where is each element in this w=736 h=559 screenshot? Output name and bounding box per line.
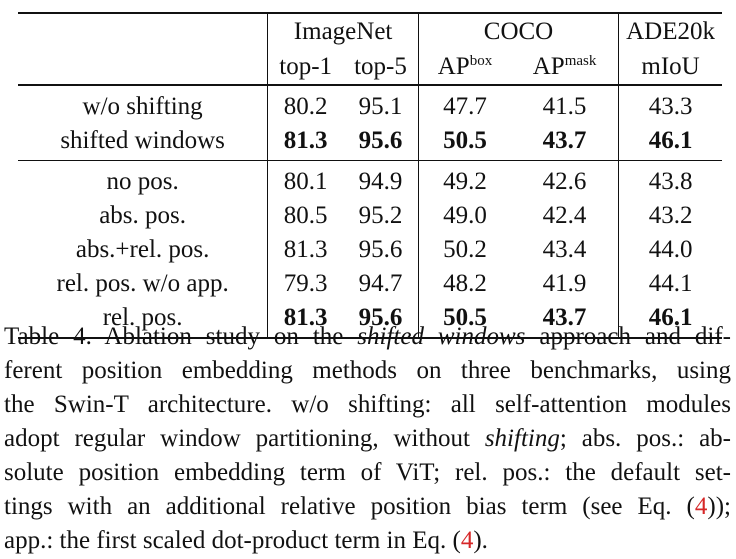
- cell-ap-box: 50.2: [443, 235, 487, 263]
- row-label: w/o shifting: [18, 85, 268, 123]
- caption-text: ; abs. pos.: ab-: [559, 425, 731, 452]
- cell-miou: 43.2: [648, 201, 693, 229]
- cell-miou: 43.8: [619, 161, 722, 199]
- cell-miou: 46.1: [619, 300, 722, 338]
- caption-text: ));: [707, 493, 731, 520]
- cell-ap-box: 47.7: [443, 92, 487, 120]
- cell-top1: 80.5: [283, 201, 328, 229]
- cell-top1: 81.3: [283, 126, 328, 154]
- table-row: [18, 266, 722, 300]
- cell-top5: 94.7: [343, 266, 418, 300]
- caption-text: adopt regular window partitioning, without: [4, 425, 485, 452]
- cell-ap-box: 49.0: [443, 201, 487, 229]
- cell-top5: 94.9: [343, 161, 418, 199]
- header-top5: top-5: [343, 48, 418, 85]
- cell-ap-mask: 43.4: [511, 232, 619, 266]
- cell-top1: 79.3: [283, 269, 328, 297]
- caption-line: [4, 456, 731, 490]
- header-top1: top-1: [268, 48, 343, 85]
- table-header-metrics: [18, 48, 722, 85]
- caption-text: tings with an additional relative position bias term (see Eq. (: [4, 493, 695, 520]
- cell-miou: 43.3: [648, 92, 693, 120]
- caption-line: [4, 320, 731, 354]
- cell-ap-mask: 41.5: [511, 85, 619, 123]
- ap-box-sup: box: [469, 52, 493, 69]
- ap-mask-sup: mask: [564, 52, 597, 69]
- cell-top1: 81.3: [268, 300, 343, 338]
- table-row: [18, 232, 722, 266]
- cell-top5: 95.6: [343, 232, 418, 266]
- caption-text: approach and dif-: [525, 323, 732, 350]
- header-ap-box: [418, 48, 511, 85]
- cell-ap-box: 48.2: [443, 269, 487, 297]
- row-label: rel. pos.: [18, 300, 268, 338]
- header-coco: COCO: [418, 13, 618, 48]
- caption-text: ).: [473, 527, 488, 554]
- row-label: shifted windows: [18, 123, 268, 161]
- caption-text: ferent position embedding methods on three benchmarks, using: [4, 357, 731, 384]
- cell-top1: 80.2: [283, 92, 328, 120]
- cell-ap-box: 50.5: [418, 300, 511, 338]
- cell-top5: 95.1: [343, 85, 418, 123]
- caption-line: [4, 354, 731, 388]
- cell-ap-box: 49.2: [418, 161, 511, 199]
- cell-top5: 95.6: [343, 300, 418, 338]
- ap-mask-base: AP: [532, 52, 565, 80]
- caption-line: [4, 422, 731, 456]
- cell-top5: 95.6: [343, 123, 418, 161]
- caption-line: [4, 524, 731, 558]
- cell-ap-mask: 42.4: [511, 198, 619, 232]
- table-row: [18, 85, 722, 123]
- cell-ap-mask: 43.7: [511, 300, 619, 338]
- row-label: no pos.: [18, 161, 268, 199]
- equation-reference-link[interactable]: 4: [460, 527, 474, 554]
- header-ade20k: ADE20k: [619, 13, 722, 48]
- table-row: [18, 161, 722, 199]
- header-label-blank: [18, 48, 268, 85]
- ap-box-base: AP: [437, 52, 470, 80]
- row-label: abs. pos.: [18, 198, 268, 232]
- cell-ap-box: 50.5: [443, 126, 487, 154]
- table-caption: [4, 320, 731, 558]
- header-ap-mask: [511, 48, 619, 85]
- caption-text: the Swin-T architecture. w/o shifting: all self-attention modules: [4, 391, 731, 418]
- header-imagenet: ImageNet: [268, 13, 419, 48]
- cell-miou: 44.0: [648, 235, 693, 263]
- equation-reference-link[interactable]: 4: [694, 493, 708, 520]
- cell-ap-mask: 42.6: [511, 161, 619, 199]
- cell-top5: 95.2: [343, 198, 418, 232]
- cell-miou: 44.1: [648, 269, 693, 297]
- cell-ap-mask: 43.7: [511, 123, 619, 161]
- header-corner-cell: [18, 13, 268, 48]
- caption-line: [4, 388, 731, 422]
- table-row: [18, 198, 722, 232]
- row-label: rel. pos. w/o app.: [18, 266, 268, 300]
- row-label: abs.+rel. pos.: [18, 232, 268, 266]
- table-row: [18, 123, 722, 161]
- cell-miou: 46.1: [648, 126, 693, 154]
- table-header-groups: [18, 13, 722, 48]
- cell-top1: 80.1: [268, 161, 343, 199]
- cell-ap-mask: 41.9: [511, 266, 619, 300]
- cell-top1: 81.3: [283, 235, 328, 263]
- caption-emphasis: shifted windows: [357, 323, 526, 350]
- caption-text: app.: the first scaled dot-product term in Eq. (: [4, 527, 461, 554]
- caption-emphasis: shifting: [484, 425, 560, 452]
- ablation-table: [18, 12, 722, 339]
- header-miou: mIoU: [619, 48, 722, 85]
- caption-line: [4, 490, 731, 524]
- caption-text: solute position embedding term of ViT; rel. pos.: the default set-: [4, 459, 731, 486]
- caption-text: Table 4. Ablation study on the: [4, 323, 358, 350]
